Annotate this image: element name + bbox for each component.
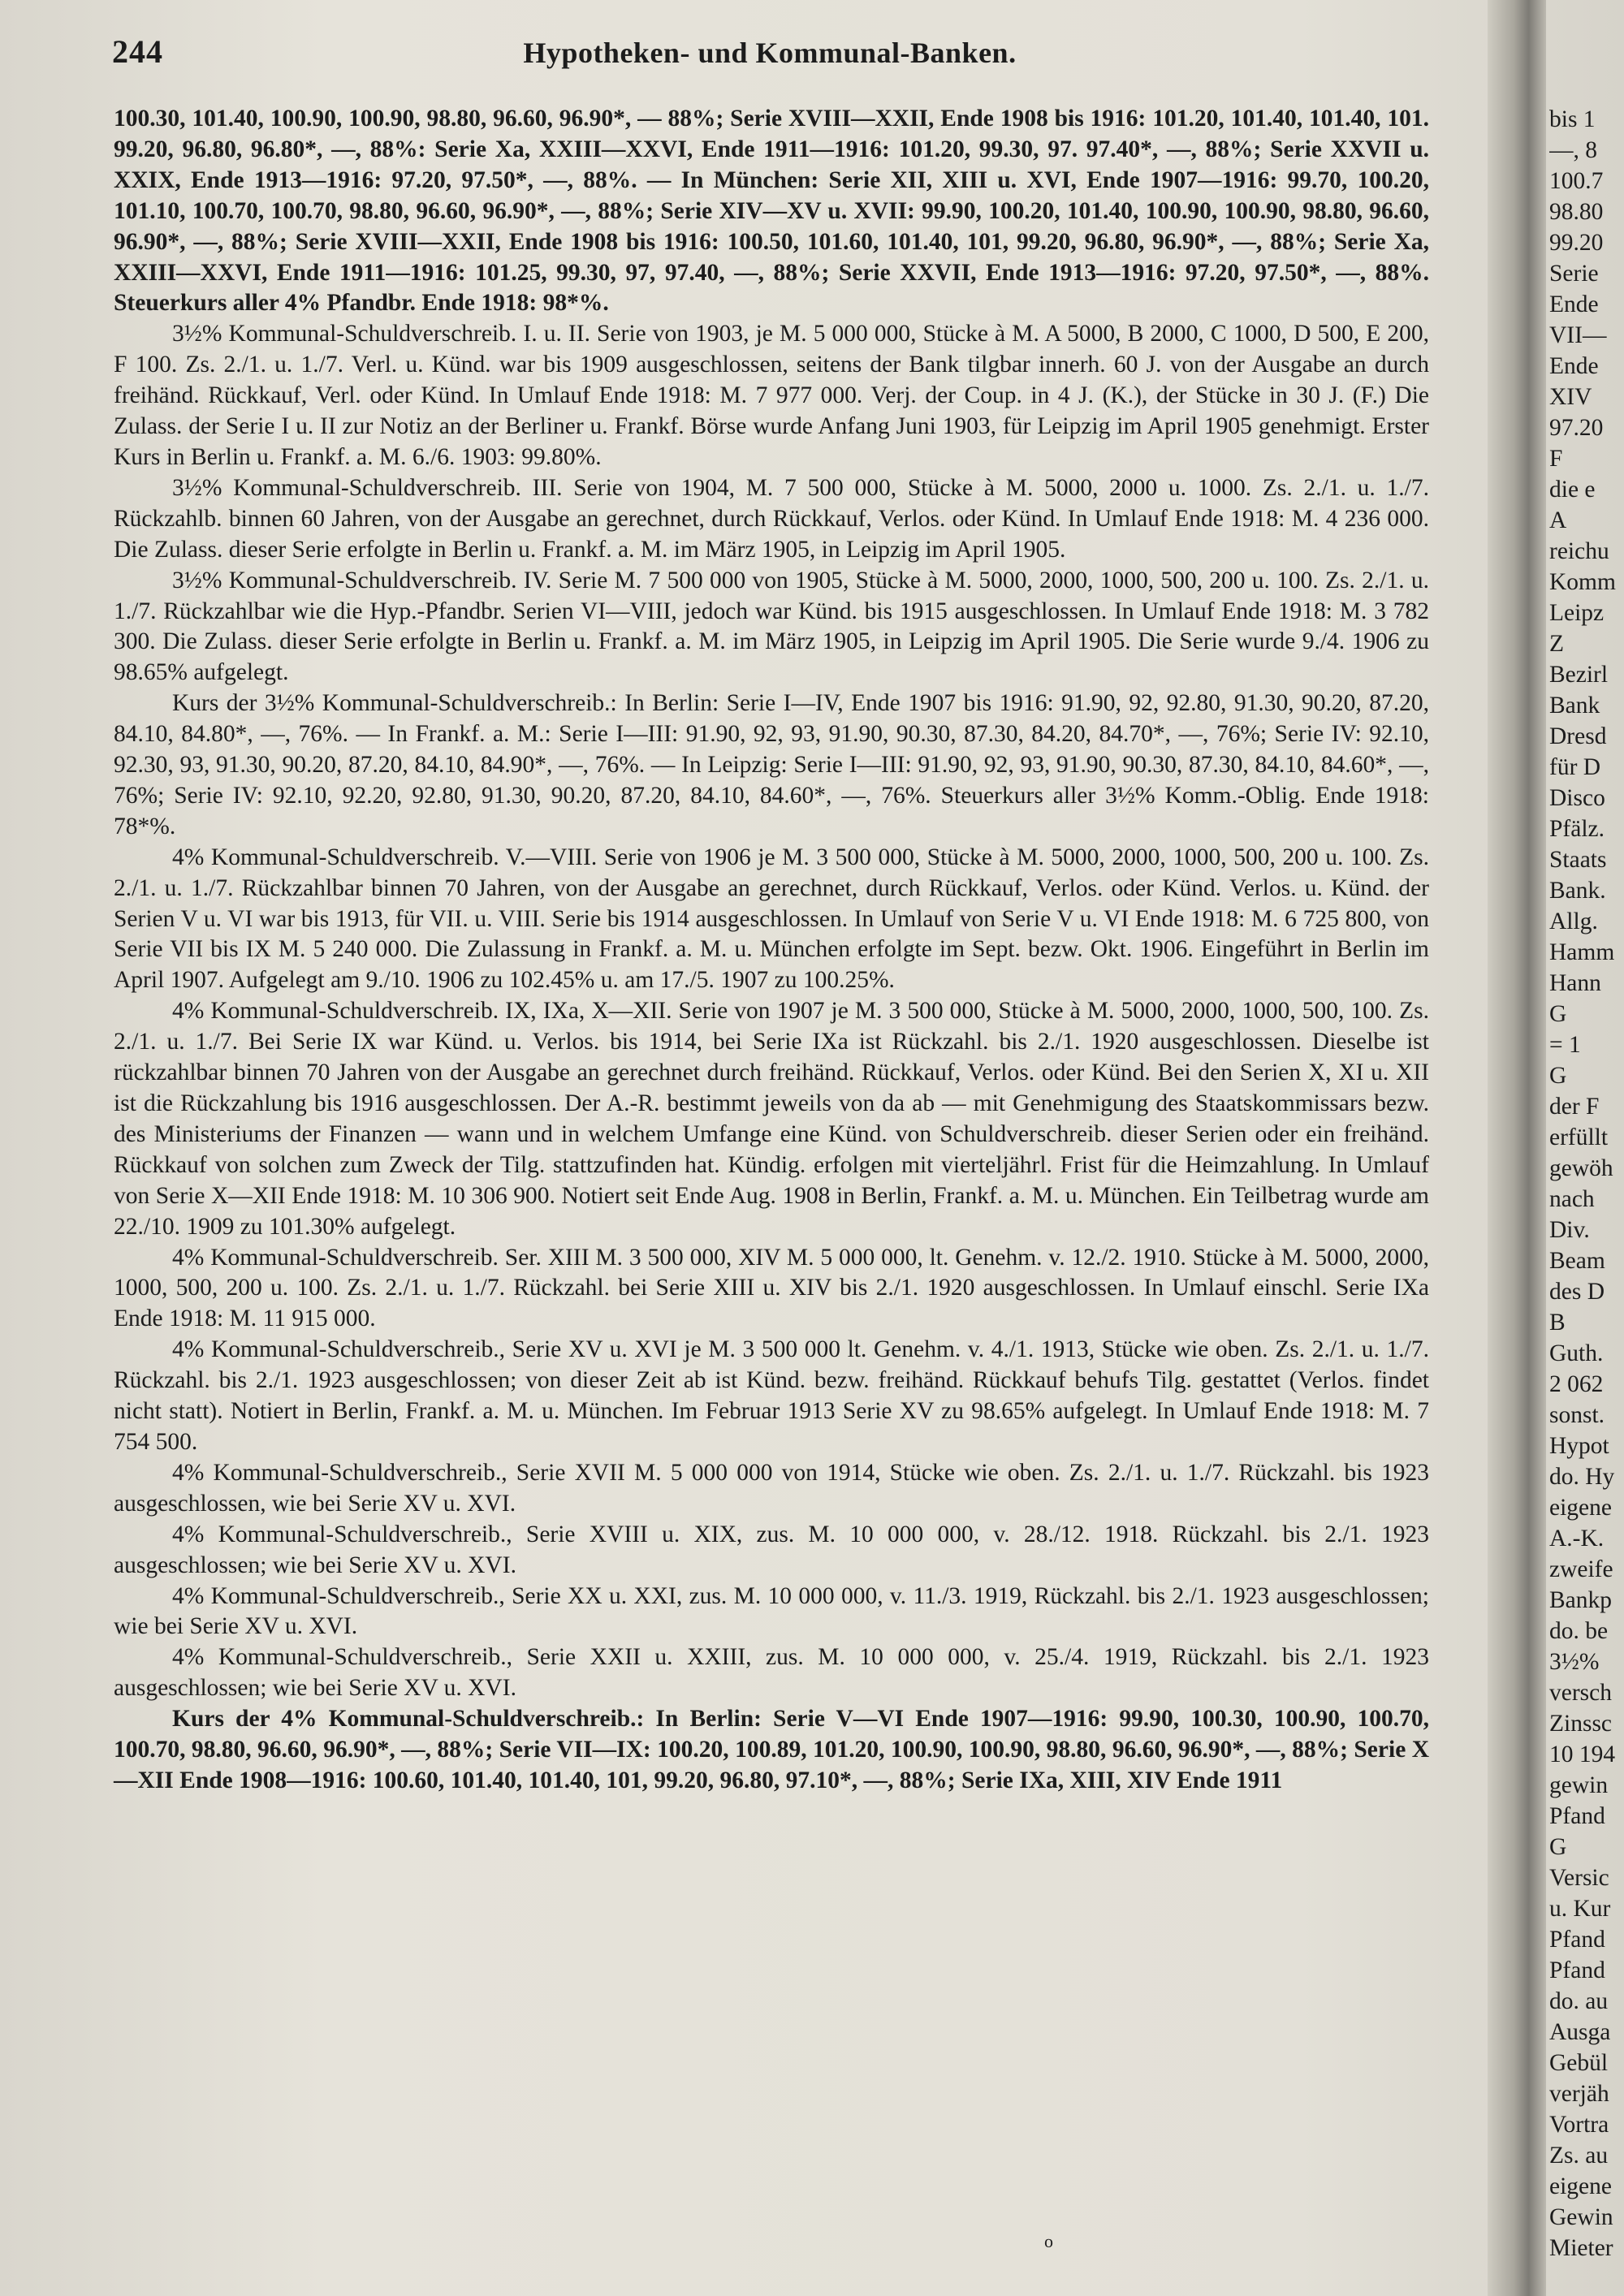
- paragraph: 4% Kommunal-Schuldverschreib. Ser. XIII M. 3 500 000, XIV M. 5 000 000, lt. Genehm. v. 12./2. 1910. Stücke à M. 5000, 2000, 1000, 500, 200 u. 100. Zs. 2./1. u. 1./7. Rückzahl. bei Serie XIII u. XIV bis 2./1. 1920 ausgeschlossen. In Umlauf einschl. Serie IXa Ende 1918: M. 11 915 000.: [114, 1244, 1429, 1332]
- page-number: 244: [112, 33, 163, 70]
- adjacent-page-fragment: zweife: [1549, 1556, 1613, 1582]
- adjacent-page-fragment: 2 062: [1549, 1371, 1604, 1397]
- adjacent-page-fragment: Gewin: [1549, 2204, 1613, 2230]
- paragraph: 3½% Kommunal-Schuldverschreib. I. u. II. Serie von 1903, je M. 5 000 000, Stücke à M. A 5000, B 2000, C 1000, D 500, E 200, F 100. Zs. 2./1. u. 1./7. Verl. u. Künd. war bis 1909 ausgeschlossen, seitens der Bank tilgbar innerh. 60 J. von der Ausgabe an durch freihänd. Rückkauf, Verl. oder Künd. In Umlauf Ende 1918: M. 7 977 000. Verj. der Coup. in 4 J. (K.), der Stücke in 30 J. (F.) Die Zulass. der Serie I u. II zur Notiz an der Berliner u. Frankf. Börse wurde Anfang Juni 1903, für Leipzig im April 1905 genehmigt. Erster Kurs in Berlin u. Frankf. a. M. 6./6. 1903: 99.80%.: [114, 321, 1429, 470]
- adjacent-page-fragment: do. au: [1549, 1988, 1609, 2014]
- adjacent-page-fragment: Bank.: [1549, 878, 1606, 904]
- adjacent-page-fragment: F: [1549, 446, 1563, 472]
- adjacent-page-fragment: Guth.: [1549, 1340, 1604, 1366]
- paragraph: Kurs der 3½% Kommunal-Schuldverschreib.: In Berlin: Serie I—IV, Ende 1907 bis 1916: 91.90, 92, 92.80, 91.30, 90.20, 87.20, 84.10, 84.80*, —, 76%. — In Frankf. a. M.: Serie I—III: 91.90, 92, 93, 91.90, 90.30, 87.30, 84.20, 84.70*, —, 76%; Serie IV: 92.10, 92.30, 93, 91.30, 90.20, 87.20, 84.10, 84.90*, —, 76%. — In Leipzig: Serie I—III: 91.90, 92, 93, 91.90, 90.30, 87.30, 84.10, 84.60*, —, 76%; Serie IV: 92.10, 92.20, 92.80, 91.30, 90.20, 87.20, 84.10, 84.60*, —, 76%. Steuerkurs aller 3½% Komm.-Oblig. Ende 1918: 78*%.: [114, 690, 1429, 839]
- adjacent-page-fragment: sonst.: [1549, 1402, 1605, 1428]
- adjacent-page-fragment: G: [1549, 1834, 1567, 1860]
- paragraph: 3½% Kommunal-Schuldverschreib. III. Serie von 1904, M. 7 500 000, Stücke à M. 5000, 2000 u. 1000. Zs. 2./1. u. 1./7. Rückzahlb. binnen 60 Jahren, von der Ausgabe an gerechnet, durch Rückkauf, Verlos. oder Künd. In Umlauf Ende 1918: M. 4 236 000. Die Zulass. dieser Serie erfolgte in Berlin u. Frankf. a. M. im März 1905, in Leipzig im April 1905.: [114, 474, 1429, 563]
- paragraph: 3½% Kommunal-Schuldverschreib. IV. Serie M. 7 500 000 von 1905, Stücke à M. 5000, 2000, 1000, 500, 200 u. 100. Zs. 2./1. u. 1./7. Rückzahlbar wie die Hyp.-Pfandbr. Serien VI—VIII, jedoch war Künd. bis 1915 ausgeschlossen. In Umlauf Ende 1918: M. 3 782 300. Die Zulass. dieser Serie erfolgte in Berlin u. Frankf. a. M. im März 1905, in Leipzig im April 1905. Die Serie wurde 9./4. 1906 zu 98.65% aufgelegt.: [114, 567, 1429, 686]
- adjacent-page-fragment: erfüllt: [1549, 1124, 1609, 1150]
- adjacent-page-column: [1549, 104, 1624, 2264]
- adjacent-page-fragment: Zs. au: [1549, 2143, 1609, 2169]
- adjacent-page-fragment: verjäh: [1549, 2081, 1609, 2107]
- adjacent-page-fragment: Komm: [1549, 569, 1616, 595]
- adjacent-page-fragment: reichu: [1549, 538, 1609, 564]
- paragraph: Kurs der 4% Kommunal-Schuldverschreib.: In Berlin: Serie V—VI Ende 1907—1916: 99.90, 100.30, 100.90, 100.70, 100.70, 98.80, 96.60, 96.90*, —, 88%; Serie VII—IX: 100.20, 100.89, 101.20, 100.90, 100.90, 98.80, 96.60, 96.90*, —, 88%; Serie X—XII Ende 1908—1916: 100.60, 101.40, 101.40, 101, 99.20, 96.80, 97.10*, —, 88%; Serie IXa, XIII, XIV Ende 1911: [114, 1706, 1429, 1793]
- adjacent-page-fragment: 97.20: [1549, 415, 1604, 441]
- adjacent-page-fragment: Hypot: [1549, 1433, 1609, 1459]
- running-title: Hypotheken- und Kommunal-Banken.: [523, 37, 1017, 69]
- adjacent-page-fragment: XIV: [1549, 384, 1592, 410]
- adjacent-page-fragment: G: [1549, 1001, 1567, 1027]
- adjacent-page-fragment: Bankp: [1549, 1587, 1613, 1613]
- adjacent-page-fragment: Mieter: [1549, 2235, 1613, 2261]
- adjacent-page-fragment: der F: [1549, 1094, 1600, 1120]
- adjacent-page-fragment: Hamm: [1549, 939, 1615, 965]
- adjacent-page-fragment: Pfand: [1549, 1957, 1605, 1983]
- adjacent-page-fragment: Dresd: [1549, 723, 1607, 749]
- adjacent-page-fragment: Allg.: [1549, 908, 1598, 934]
- paragraph: 4% Kommunal-Schuldverschreib. IX, IXa, X—XII. Serie von 1907 je M. 3 500 000, Stücke à M. 5000, 2000, 1000, 500, 100. Zs. 2./1. u. 1./7. Bei Serie IX war Künd. u. Verlos. bis 1914, bei Serie IXa ist Rückzahl. bis 2./1. 1920 ausgeschlossen. Dieselbe ist rückzahlbar binnen 70 Jahren von der Ausgabe an gerechnet durch freihänd. Rückkauf, Verlos. oder Künd. Bei den Serien X, XI u. XII ist die Rückzahlung bis 1916 ausgeschlossen. Der A.-R. bestimmt jeweils von da ab — mit Genehmigung des Staatskommissars bezw. des Ministeriums der Finanzen — wann und in welchem Umfange eine Künd. von Schuldverschreib. dieser Serien oder ein freihänd. Rückkauf von solchen zum Zweck der Tilg. stattzufinden hat. Kündig. erfolgen mit vierteljährl. Frist für die Heimzahlung. In Umlauf von Serie X—XII Ende 1918: M. 10 306 900. Notiert seit Ende Aug. 1908 in Berlin, Frankf. a. M. u. München. Ein Teilbetrag wurde am 22./10. 1909 zu 101.30% aufgelegt.: [114, 998, 1429, 1240]
- paragraph: 4% Kommunal-Schuldverschreib. V.—VIII. Serie von 1906 je M. 3 500 000, Stücke à M. 5000, 2000, 1000, 500, 200 u. 100. Zs. 2./1. u. 1./7. Rückzahlbar binnen 70 Jahren, von der Ausgabe an gerechnet, durch Rückkauf, Verlos. oder Künd. Verlos. u. Künd. der Serien V u. VI war bis 1913, für VII. u. VIII. Serie bis 1914 ausgeschlossen. In Umlauf von Serie V u. VI Ende 1918: M. 6 725 800, von Serie VII bis IX M. 5 240 000. Die Zulassung in Frankf. a. M. u. München erfolgte im Sept. bezw. Okt. 1906. Eingeführt in Berlin im April 1907. Aufgelegt am 9./10. 1906 zu 102.45% u. am 17./5. 1907 zu 100.25%.: [114, 844, 1429, 994]
- adjacent-page-fragment: Ende: [1549, 291, 1599, 317]
- adjacent-page-fragment: Disco: [1549, 785, 1605, 811]
- adjacent-page-fragment: Bezirl: [1549, 662, 1609, 688]
- adjacent-page-fragment: Beam: [1549, 1248, 1605, 1274]
- adjacent-page-fragment: A: [1549, 507, 1567, 533]
- adjacent-page-fragment: A.-K.: [1549, 1526, 1605, 1552]
- adjacent-page-fragment: Gebül: [1549, 2050, 1609, 2076]
- adjacent-page-fragment: Pfand: [1549, 1803, 1605, 1829]
- adjacent-page-fragment: nach: [1549, 1186, 1595, 1212]
- adjacent-page-fragment: Pfälz.: [1549, 816, 1605, 842]
- adjacent-page-fragment: Serie: [1549, 261, 1599, 287]
- adjacent-page-fragment: Vortra: [1549, 2112, 1609, 2138]
- adjacent-page-fragment: 98.80: [1549, 199, 1604, 225]
- page-header: [112, 32, 1427, 81]
- adjacent-page-fragment: gewin: [1549, 1772, 1609, 1798]
- adjacent-page-fragment: Zinssc: [1549, 1711, 1613, 1737]
- adjacent-page-fragment: Div.: [1549, 1217, 1590, 1243]
- adjacent-page-fragment: gewöh: [1549, 1155, 1613, 1181]
- paragraph: 4% Kommunal-Schuldverschreib., Serie XVII M. 5 000 000 von 1914, Stücke wie oben. Zs. 2./1. u. 1./7. Rückzahl. bis 1923 ausgeschlossen, wie bei Serie XV u. XVI.: [114, 1459, 1429, 1517]
- adjacent-page-fragment: die e: [1549, 477, 1596, 503]
- adjacent-page-fragment: u. Kur: [1549, 1896, 1611, 1922]
- paragraph: 4% Kommunal-Schuldverschreib., Serie XVIII u. XIX, zus. M. 10 000 000, v. 28./12. 1918. Rückzahl. bis 2./1. 1923 ausgeschlossen; wie bei Serie XV u. XVI.: [114, 1521, 1429, 1578]
- adjacent-page-fragment: Staats: [1549, 847, 1607, 873]
- adjacent-page-fragment: do. Hy: [1549, 1464, 1615, 1490]
- adjacent-page-fragment: VII—: [1549, 322, 1607, 348]
- adjacent-page-fragment: eigene: [1549, 1495, 1612, 1521]
- adjacent-page-fragment: Bank: [1549, 693, 1600, 719]
- paragraph: 4% Kommunal-Schuldverschreib., Serie XV u. XVI je M. 3 500 000 lt. Genehm. v. 4./1. 1913, Stücke wie oben. Zs. 2./1. u. 1./7. Rückzahl. bis 2./1. 1923 ausgeschlossen; von dieser Zeit ab ist Künd. bezw. freihänd. Rückkauf behufs Tilg. gestattet (Verlos. findet nicht statt). Notiert in Berlin, Frankf. a. M. u. München. Im Februar 1913 Serie XV zu 98.65% aufgelegt. In Umlauf Ende 1918: M. 7 754 500.: [114, 1336, 1429, 1455]
- adjacent-page-fragment: Hann: [1549, 970, 1601, 996]
- footer-mark: o: [1044, 2231, 1053, 2251]
- adjacent-page-fragment: bis 1: [1549, 106, 1596, 132]
- adjacent-page-fragment: —, 8: [1549, 137, 1597, 163]
- adjacent-page-fragment: für D: [1549, 754, 1601, 780]
- adjacent-page-fragment: B: [1549, 1310, 1566, 1336]
- adjacent-page-fragment: versch: [1549, 1680, 1612, 1706]
- adjacent-page-fragment: 10 194: [1549, 1741, 1616, 1767]
- paragraph: 100.30, 101.40, 100.90, 100.90, 98.80, 96.60, 96.90*, — 88%; Serie XVIII—XXII, Ende 1908 bis 1916: 101.20, 101.40, 101.40, 101. 99.20, 96.80, 96.80*, —, 88%: Serie Xa, XXIII—XXVI, Ende 1911—1916: 101.20, 99.30, 97. 97.40*, —, 88%; Serie XXVII u. XXIX, Ende 1913—1916: 97.20, 97.50*, —, 88%. — In München: Serie XII, XIII u. XVI, Ende 1907—1916: 99.70, 100.20, 101.10, 100.70, 100.70, 98.80, 96.60, 96.90*, —, 88%; Serie XIV—XV u. XVII: 99.90, 100.20, 101.40, 100.90, 100.90, 98.80, 96.60, 96.90*, —, 88%; Serie XVIII—XXII, Ende 1908 bis 1916: 100.50, 101.60, 101.40, 101, 99.20, 96.80, 96.90*, —, 88%; Serie Xa, XXIII—XXVI, Ende 1911—1916: 101.25, 99.30, 97, 97.40, —, 88%; Serie XXVII, Ende 1913—1916: 97.20, 97.50*, —, 88%. Steuerkurs aller 4% Pfandbr. Ende 1918: 98*%.: [114, 106, 1429, 317]
- adjacent-page-fragment: 3½%: [1549, 1649, 1600, 1675]
- adjacent-page-fragment: Versic: [1549, 1865, 1609, 1891]
- adjacent-page-fragment: eigene: [1549, 2173, 1612, 2199]
- main-text-column: [114, 104, 1429, 1797]
- adjacent-page-fragment: 100.7: [1549, 168, 1604, 194]
- adjacent-page-fragment: Pfand: [1549, 1927, 1605, 1953]
- adjacent-page-fragment: Ausga: [1549, 2019, 1611, 2045]
- adjacent-page-fragment: G: [1549, 1063, 1567, 1089]
- adjacent-page-fragment: do. be: [1549, 1618, 1609, 1644]
- paragraph: 4% Kommunal-Schuldverschreib., Serie XXII u. XXIII, zus. M. 10 000 000, v. 25./4. 1919, Rückzahl. bis 2./1. 1923 ausgeschlossen; wie bei Serie XV u. XVI.: [114, 1644, 1429, 1702]
- adjacent-page-fragment: 99.20: [1549, 230, 1604, 256]
- adjacent-page-fragment: Ende: [1549, 353, 1599, 379]
- adjacent-page-fragment: Leipz: [1549, 600, 1605, 626]
- adjacent-page-fragment: = 1: [1549, 1032, 1581, 1058]
- adjacent-page-fragment: Z: [1549, 631, 1565, 657]
- page-gutter: [1488, 0, 1546, 2296]
- paragraph: 4% Kommunal-Schuldverschreib., Serie XX u. XXI, zus. M. 10 000 000, v. 11./3. 1919, Rückzahl. bis 2./1. 1923 ausgeschlossen; wie bei Serie XV u. XVI.: [114, 1582, 1429, 1640]
- adjacent-page-fragment: des D: [1549, 1279, 1605, 1305]
